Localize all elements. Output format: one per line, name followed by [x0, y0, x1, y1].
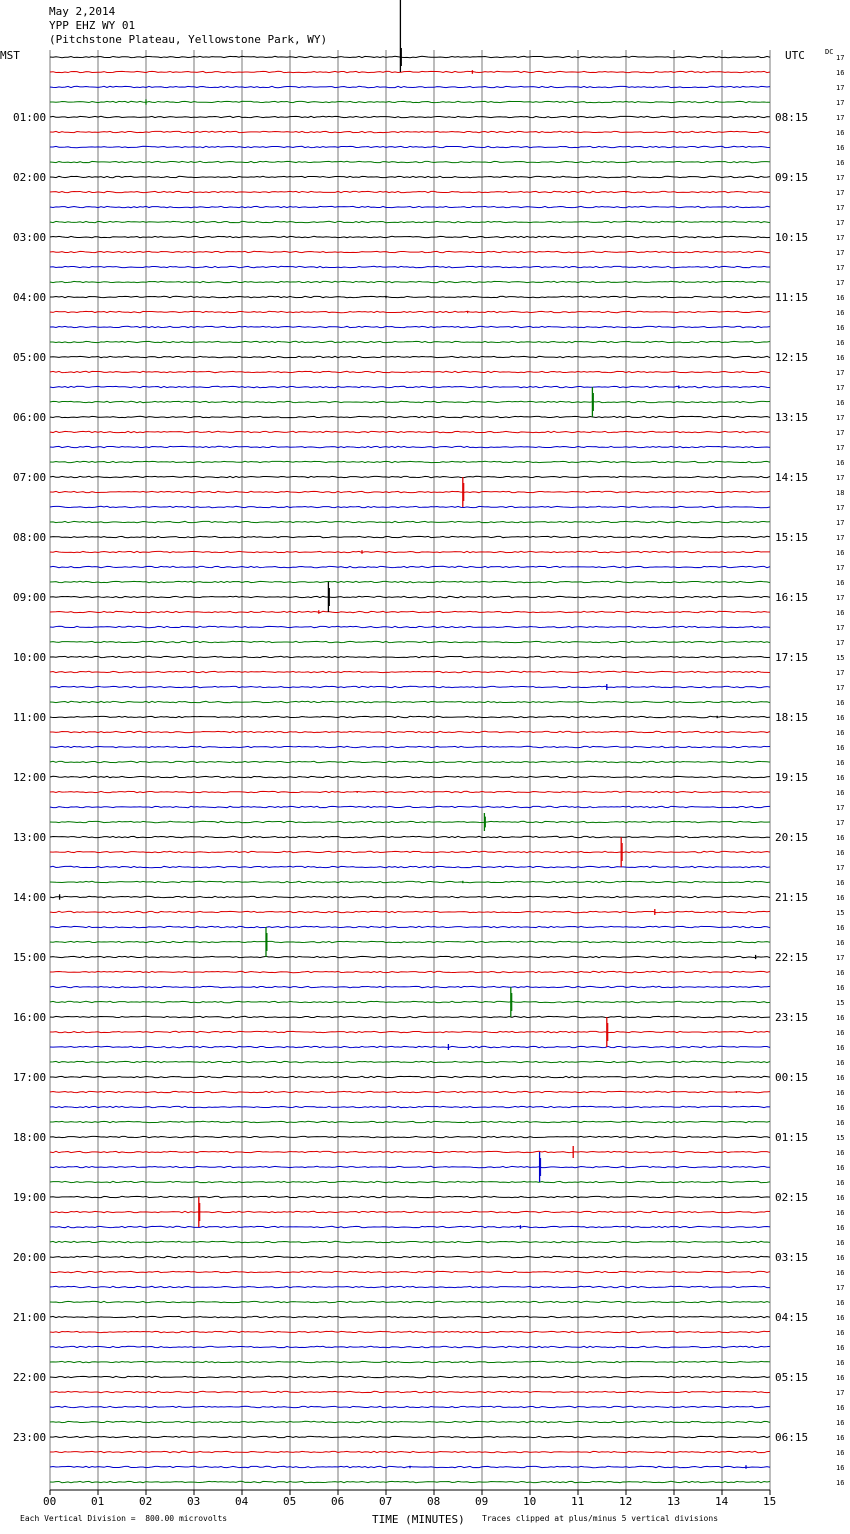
mst-hour-label: 22:00 — [13, 1371, 47, 1384]
dc-value: 16 — [836, 984, 845, 992]
dc-value: 17 — [836, 444, 845, 452]
dc-value: 16 — [836, 894, 845, 902]
mst-hour-label: 11:00 — [13, 711, 47, 724]
dc-value: 16 — [836, 1149, 845, 1157]
x-tick-label: 02 — [139, 1495, 153, 1508]
dc-value: 16 — [836, 759, 845, 767]
trace-line — [50, 476, 770, 477]
mst-hour-label: 20:00 — [13, 1251, 47, 1264]
scale-note: Each Vertical Division = 800.00 microvolts — [20, 1514, 228, 1523]
dc-value: 17 — [836, 429, 845, 437]
trace-line — [50, 491, 770, 492]
dc-value: 17 — [836, 564, 845, 572]
trace-line — [50, 446, 770, 447]
dc-value: 16 — [836, 1464, 845, 1472]
dc-value: 16 — [836, 1359, 845, 1367]
mst-hour-label: 21:00 — [13, 1311, 47, 1324]
dc-value: 16 — [836, 1209, 845, 1217]
dc-value: 16 — [836, 294, 845, 302]
trace-line — [50, 1136, 770, 1137]
dc-value: 16 — [836, 159, 845, 167]
utc-hour-label: 22:15 — [775, 951, 809, 964]
dc-value: 17 — [836, 99, 845, 107]
dc-value: 16 — [836, 879, 845, 887]
x-tick-label: 09 — [475, 1495, 489, 1508]
trace-line — [50, 221, 770, 222]
dc-value: 17 — [836, 114, 845, 122]
utc-hour-label: 20:15 — [775, 831, 809, 844]
trace-line — [50, 101, 770, 102]
dc-value: 16 — [836, 1344, 845, 1352]
dc-value: 16 — [836, 309, 845, 317]
dc-header-label: DC — [825, 48, 834, 56]
trace-line — [50, 761, 770, 762]
dc-value: 17 — [836, 474, 845, 482]
trace-line — [50, 71, 770, 72]
dc-value: 16 — [836, 549, 845, 557]
dc-value: 17 — [836, 264, 845, 272]
mst-hour-label: 03:00 — [13, 231, 47, 244]
dc-value: 16 — [836, 1029, 845, 1037]
utc-hour-label: 05:15 — [775, 1371, 809, 1384]
dc-value: 16 — [836, 1164, 845, 1172]
dc-value: 17 — [836, 954, 845, 962]
dc-value: 16 — [836, 459, 845, 467]
dc-value: 16 — [836, 1089, 845, 1097]
dc-value: 15 — [836, 1134, 845, 1142]
trace-line — [50, 1376, 770, 1377]
dc-value: 16 — [836, 1404, 845, 1412]
mst-hour-label: 07:00 — [13, 471, 47, 484]
header-date: May 2,2014 — [49, 5, 116, 18]
dc-value: 16 — [836, 1329, 845, 1337]
trace-line — [50, 746, 770, 747]
dc-value: 17 — [836, 204, 845, 212]
right-timezone-label: UTC — [785, 49, 805, 62]
mst-hour-label: 23:00 — [13, 1431, 47, 1444]
x-tick-label: 15 — [763, 1495, 777, 1508]
trace-line — [50, 911, 770, 912]
mst-hour-label: 08:00 — [13, 531, 47, 544]
dc-value: 16 — [836, 1449, 845, 1457]
dc-value: 16 — [836, 1434, 845, 1442]
dc-value: 16 — [836, 324, 845, 332]
trace-line — [50, 1166, 770, 1167]
x-tick-label: 06 — [331, 1495, 345, 1508]
trace-line — [50, 236, 770, 237]
mst-hour-label: 17:00 — [13, 1071, 47, 1084]
trace-line — [50, 881, 770, 882]
trace-line — [50, 116, 770, 117]
dc-value: 16 — [836, 1014, 845, 1022]
x-tick-label: 00 — [43, 1495, 57, 1508]
utc-hour-label: 06:15 — [775, 1431, 809, 1444]
dc-value: 16 — [836, 744, 845, 752]
trace-line — [50, 1046, 770, 1047]
dc-value: 16 — [836, 1044, 845, 1052]
utc-hour-label: 01:15 — [775, 1131, 809, 1144]
utc-hour-label: 12:15 — [775, 351, 809, 364]
dc-value: 16 — [836, 354, 845, 362]
dc-value: 15 — [836, 909, 845, 917]
trace-line — [50, 401, 770, 402]
trace-line — [50, 191, 770, 192]
label-layer — [13, 54, 844, 1508]
trace-line — [50, 1241, 770, 1242]
trace-line — [50, 1331, 770, 1332]
x-tick-label: 03 — [187, 1495, 201, 1508]
dc-value: 17 — [836, 234, 845, 242]
mst-hour-label: 01:00 — [13, 111, 47, 124]
utc-hour-label: 11:15 — [775, 291, 809, 304]
dc-value: 17 — [836, 819, 845, 827]
trace-line — [50, 776, 770, 777]
mst-hour-label: 09:00 — [13, 591, 47, 604]
trace-line — [50, 656, 770, 657]
trace-line — [50, 551, 770, 552]
utc-hour-label: 03:15 — [775, 1251, 809, 1264]
dc-value: 16 — [836, 144, 845, 152]
dc-value: 16 — [836, 69, 845, 77]
dc-value: 17 — [836, 639, 845, 647]
trace-line — [50, 716, 770, 717]
dc-value: 17 — [836, 864, 845, 872]
dc-value: 16 — [836, 339, 845, 347]
utc-hour-label: 17:15 — [775, 651, 809, 664]
dc-value: 16 — [836, 609, 845, 617]
dc-value: 16 — [836, 714, 845, 722]
dc-value: 16 — [836, 924, 845, 932]
trace-line — [50, 311, 770, 312]
trace-line — [50, 296, 770, 297]
mst-hour-label: 13:00 — [13, 831, 47, 844]
x-tick-label: 08 — [427, 1495, 441, 1508]
dc-value: 16 — [836, 1419, 845, 1427]
dc-value: 16 — [836, 834, 845, 842]
dc-value: 17 — [836, 369, 845, 377]
trace-line — [50, 1301, 770, 1302]
dc-value: 16 — [836, 1239, 845, 1247]
dc-value: 17 — [836, 279, 845, 287]
utc-hour-label: 10:15 — [775, 231, 809, 244]
mst-hour-label: 06:00 — [13, 411, 47, 424]
clip-note: Traces clipped at plus/minus 5 vertical divisions — [482, 1514, 719, 1523]
trace-line — [50, 251, 770, 252]
trace-line — [50, 791, 770, 792]
trace-line — [50, 431, 770, 432]
utc-hour-label: 18:15 — [775, 711, 809, 724]
trace-line — [50, 341, 770, 342]
x-tick-label: 01 — [91, 1495, 105, 1508]
trace-line — [50, 641, 770, 642]
mst-hour-label: 02:00 — [13, 171, 47, 184]
trace-line — [50, 1061, 770, 1062]
dc-value: 17 — [836, 84, 845, 92]
utc-hour-label: 16:15 — [775, 591, 809, 604]
x-axis-label: TIME (MINUTES) — [372, 1513, 465, 1526]
dc-value: 16 — [836, 729, 845, 737]
trace-line — [50, 806, 770, 807]
trace-line — [50, 566, 770, 567]
trace-line — [50, 851, 770, 852]
trace-line — [50, 536, 770, 537]
trace-line — [50, 1451, 770, 1452]
dc-value: 16 — [836, 399, 845, 407]
dc-value: 16 — [836, 579, 845, 587]
trace-line — [50, 836, 770, 837]
trace-line — [50, 731, 770, 732]
utc-hour-label: 21:15 — [775, 891, 809, 904]
dc-value: 16 — [836, 1194, 845, 1202]
trace-line — [50, 386, 770, 387]
mst-hour-label: 12:00 — [13, 771, 47, 784]
mst-hour-label: 19:00 — [13, 1191, 47, 1204]
dc-value: 17 — [836, 54, 845, 62]
x-tick-label: 13 — [667, 1495, 681, 1508]
dc-value: 17 — [836, 1389, 845, 1397]
dc-value: 17 — [836, 594, 845, 602]
dc-value: 16 — [836, 1299, 845, 1307]
x-tick-label: 10 — [523, 1495, 537, 1508]
trace-line — [50, 371, 770, 372]
trace-line — [50, 1016, 770, 1017]
dc-value: 16 — [836, 1224, 845, 1232]
trace-line — [50, 506, 770, 507]
utc-hour-label: 15:15 — [775, 531, 809, 544]
dc-value: 16 — [836, 774, 845, 782]
mst-hour-label: 16:00 — [13, 1011, 47, 1024]
trace-line — [50, 356, 770, 357]
dc-value: 16 — [836, 849, 845, 857]
utc-hour-label: 08:15 — [775, 111, 809, 124]
x-tick-label: 07 — [379, 1495, 393, 1508]
dc-value: 17 — [836, 669, 845, 677]
trace-line — [50, 956, 770, 957]
dc-value: 17 — [836, 219, 845, 227]
dc-value: 17 — [836, 534, 845, 542]
trace-line — [50, 896, 770, 897]
dc-value: 16 — [836, 969, 845, 977]
dc-value: 16 — [836, 789, 845, 797]
trace-line — [50, 521, 770, 522]
trace-line — [50, 626, 770, 627]
trace-line — [50, 1421, 770, 1422]
utc-hour-label: 00:15 — [775, 1071, 809, 1084]
trace-line — [50, 1001, 770, 1002]
utc-hour-label: 04:15 — [775, 1311, 809, 1324]
header-station: YPP EHZ WY 01 — [49, 19, 136, 32]
x-tick-label: 05 — [283, 1495, 297, 1508]
utc-hour-label: 09:15 — [775, 171, 809, 184]
dc-value: 16 — [836, 1179, 845, 1187]
utc-hour-label: 14:15 — [775, 471, 809, 484]
trace-line — [50, 941, 770, 942]
trace-line — [50, 131, 770, 132]
dc-value: 16 — [836, 1479, 845, 1487]
event-layer — [60, 0, 756, 1469]
utc-hour-label: 02:15 — [775, 1191, 809, 1204]
trace-line — [50, 866, 770, 867]
dc-value: 16 — [836, 1074, 845, 1082]
trace-line — [50, 1436, 770, 1437]
trace-line — [50, 671, 770, 672]
dc-value: 15 — [836, 654, 845, 662]
dc-value: 16 — [836, 1374, 845, 1382]
x-tick-label: 12 — [619, 1495, 633, 1508]
dc-value: 17 — [836, 414, 845, 422]
trace-line — [50, 146, 770, 147]
dc-value: 16 — [836, 1104, 845, 1112]
dc-value: 16 — [836, 939, 845, 947]
trace-line — [50, 1346, 770, 1347]
trace-line — [50, 86, 770, 87]
trace-line — [50, 1196, 770, 1197]
trace-line — [50, 1076, 770, 1077]
dc-value: 15 — [836, 999, 845, 1007]
trace-line — [50, 926, 770, 927]
trace-line — [50, 1151, 770, 1152]
trace-line — [50, 416, 770, 417]
dc-value: 16 — [836, 129, 845, 137]
dc-value: 16 — [836, 1254, 845, 1262]
left-timezone-label: MST — [0, 49, 20, 62]
trace-line — [50, 971, 770, 972]
utc-hour-label: 13:15 — [775, 411, 809, 424]
trace-line — [50, 176, 770, 177]
trace-line — [50, 326, 770, 327]
trace-line — [50, 1256, 770, 1257]
trace-line — [50, 1106, 770, 1107]
trace-line — [50, 686, 770, 687]
dc-value: 18 — [836, 489, 845, 497]
trace-line — [50, 611, 770, 612]
x-tick-label: 14 — [715, 1495, 729, 1508]
trace-line — [50, 1271, 770, 1272]
trace-line — [50, 281, 770, 282]
dc-value: 17 — [836, 249, 845, 257]
trace-line — [50, 596, 770, 597]
trace-line — [50, 1316, 770, 1317]
trace-line — [50, 461, 770, 462]
x-tick-label: 11 — [571, 1495, 585, 1508]
trace-line — [50, 1031, 770, 1032]
dc-value: 17 — [836, 624, 845, 632]
dc-value: 16 — [836, 1119, 845, 1127]
utc-hour-label: 23:15 — [775, 1011, 809, 1024]
trace-layer — [50, 56, 770, 1482]
dc-value: 17 — [836, 504, 845, 512]
mst-hour-label: 10:00 — [13, 651, 47, 664]
dc-value: 16 — [836, 1059, 845, 1067]
trace-line — [50, 1091, 770, 1092]
trace-line — [50, 821, 770, 822]
trace-line — [50, 1181, 770, 1182]
mst-hour-label: 14:00 — [13, 891, 47, 904]
trace-line — [50, 1121, 770, 1122]
dc-value: 17 — [836, 384, 845, 392]
dc-value: 17 — [836, 804, 845, 812]
mst-hour-label: 04:00 — [13, 291, 47, 304]
trace-line — [50, 161, 770, 162]
trace-line — [50, 701, 770, 702]
dc-value: 17 — [836, 1284, 845, 1292]
trace-line — [50, 56, 770, 57]
mst-hour-label: 05:00 — [13, 351, 47, 364]
trace-line — [50, 1406, 770, 1407]
trace-line — [50, 1361, 770, 1362]
header-location: (Pitchstone Plateau, Yellowstone Park, WY) — [49, 33, 328, 46]
dc-value: 17 — [836, 174, 845, 182]
mst-hour-label: 18:00 — [13, 1131, 47, 1144]
trace-line — [50, 206, 770, 207]
trace-line — [50, 1286, 770, 1287]
mst-hour-label: 15:00 — [13, 951, 47, 964]
dc-value: 16 — [836, 1314, 845, 1322]
dc-value: 17 — [836, 684, 845, 692]
trace-line — [50, 581, 770, 582]
dc-value: 16 — [836, 1269, 845, 1277]
x-tick-label: 04 — [235, 1495, 249, 1508]
dc-value: 16 — [836, 699, 845, 707]
trace-line — [50, 1226, 770, 1227]
dc-value: 17 — [836, 189, 845, 197]
trace-line — [50, 266, 770, 267]
utc-hour-label: 19:15 — [775, 771, 809, 784]
trace-line — [50, 1391, 770, 1392]
trace-line — [50, 1211, 770, 1212]
trace-line — [50, 1481, 770, 1482]
dc-value: 17 — [836, 519, 845, 527]
trace-line — [50, 986, 770, 987]
